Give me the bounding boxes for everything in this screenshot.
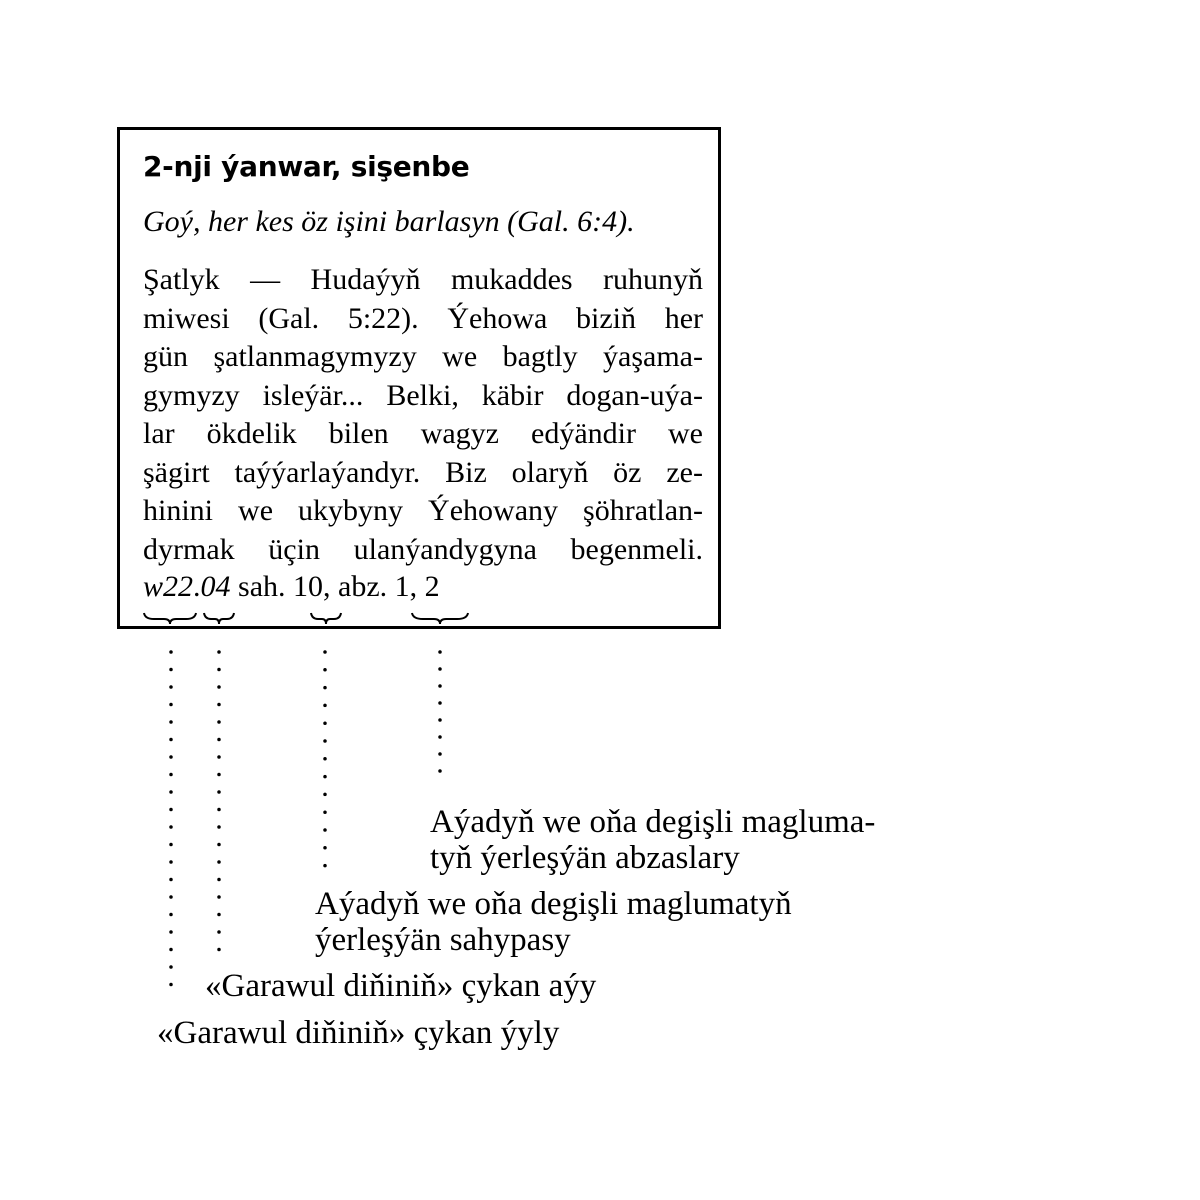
reference-month: 04 — [200, 570, 231, 603]
label-year: «Garawul diňiniň» çykan ýyly — [157, 1015, 560, 1051]
dotted-leader-month — [214, 650, 224, 960]
body-line: şägirt taýýarlaýandyr. Biz olaryň öz ze- — [143, 455, 703, 489]
label-page — [315, 886, 792, 958]
label-paragraphs-line: tyň ýerleşýän abzaslary — [430, 840, 740, 876]
brace-paragraphs — [410, 610, 470, 626]
body-line: Şatlyk — Hudaýyň mukaddes ruhunyň — [143, 263, 703, 296]
card-body — [143, 261, 703, 569]
dotted-leader-paragraphs — [435, 650, 445, 795]
brace-year — [142, 610, 198, 626]
brace-page — [309, 610, 343, 626]
reference-paragraphs: 1, 2 — [394, 570, 440, 603]
body-line: dyrmak üçin ulanýandygyna begenmeli. — [143, 532, 703, 566]
label-page-line: ýerleşýän sahypasy — [315, 922, 571, 958]
reference-year: w22 — [143, 570, 194, 603]
label-month: «Garawul diňiniň» çykan aýy — [205, 968, 597, 1004]
label-page-line: Aýadyň we oňa degişli maglumatyň — [315, 886, 792, 922]
body-line: gün şatlanmagymyzy we bagtly ýaşama- — [143, 340, 703, 373]
body-line: lar ökdelik bilen wagyz edýändir we — [143, 417, 703, 450]
body-line: hinini we ukybyny Ýehowany şöhratlan- — [143, 494, 703, 527]
brace-month — [202, 610, 236, 626]
reference-line — [143, 570, 440, 604]
label-paragraphs — [430, 804, 875, 876]
reference-para-word: , abz. — [323, 570, 395, 603]
card-heading: 2-nji ýanwar, sişenbe — [143, 150, 470, 183]
reference-separator: . — [193, 570, 201, 603]
reference-page-word: sah. — [230, 570, 294, 603]
body-line: gymyzy isleýär... Belki, käbir dogan-uýa- — [143, 378, 703, 412]
label-paragraphs-line: Aýadyň we oňa degişli magluma- — [430, 804, 876, 840]
dotted-leader-page — [320, 650, 330, 875]
reference-page: 10 — [293, 570, 324, 603]
body-line: miwesi (Gal. 5:22). Ýehowa biziň her — [143, 301, 703, 335]
dotted-leader-year — [166, 650, 176, 1010]
card-verse: Goý, her kes öz işini barlasyn (Gal. 6:4). — [143, 205, 635, 238]
